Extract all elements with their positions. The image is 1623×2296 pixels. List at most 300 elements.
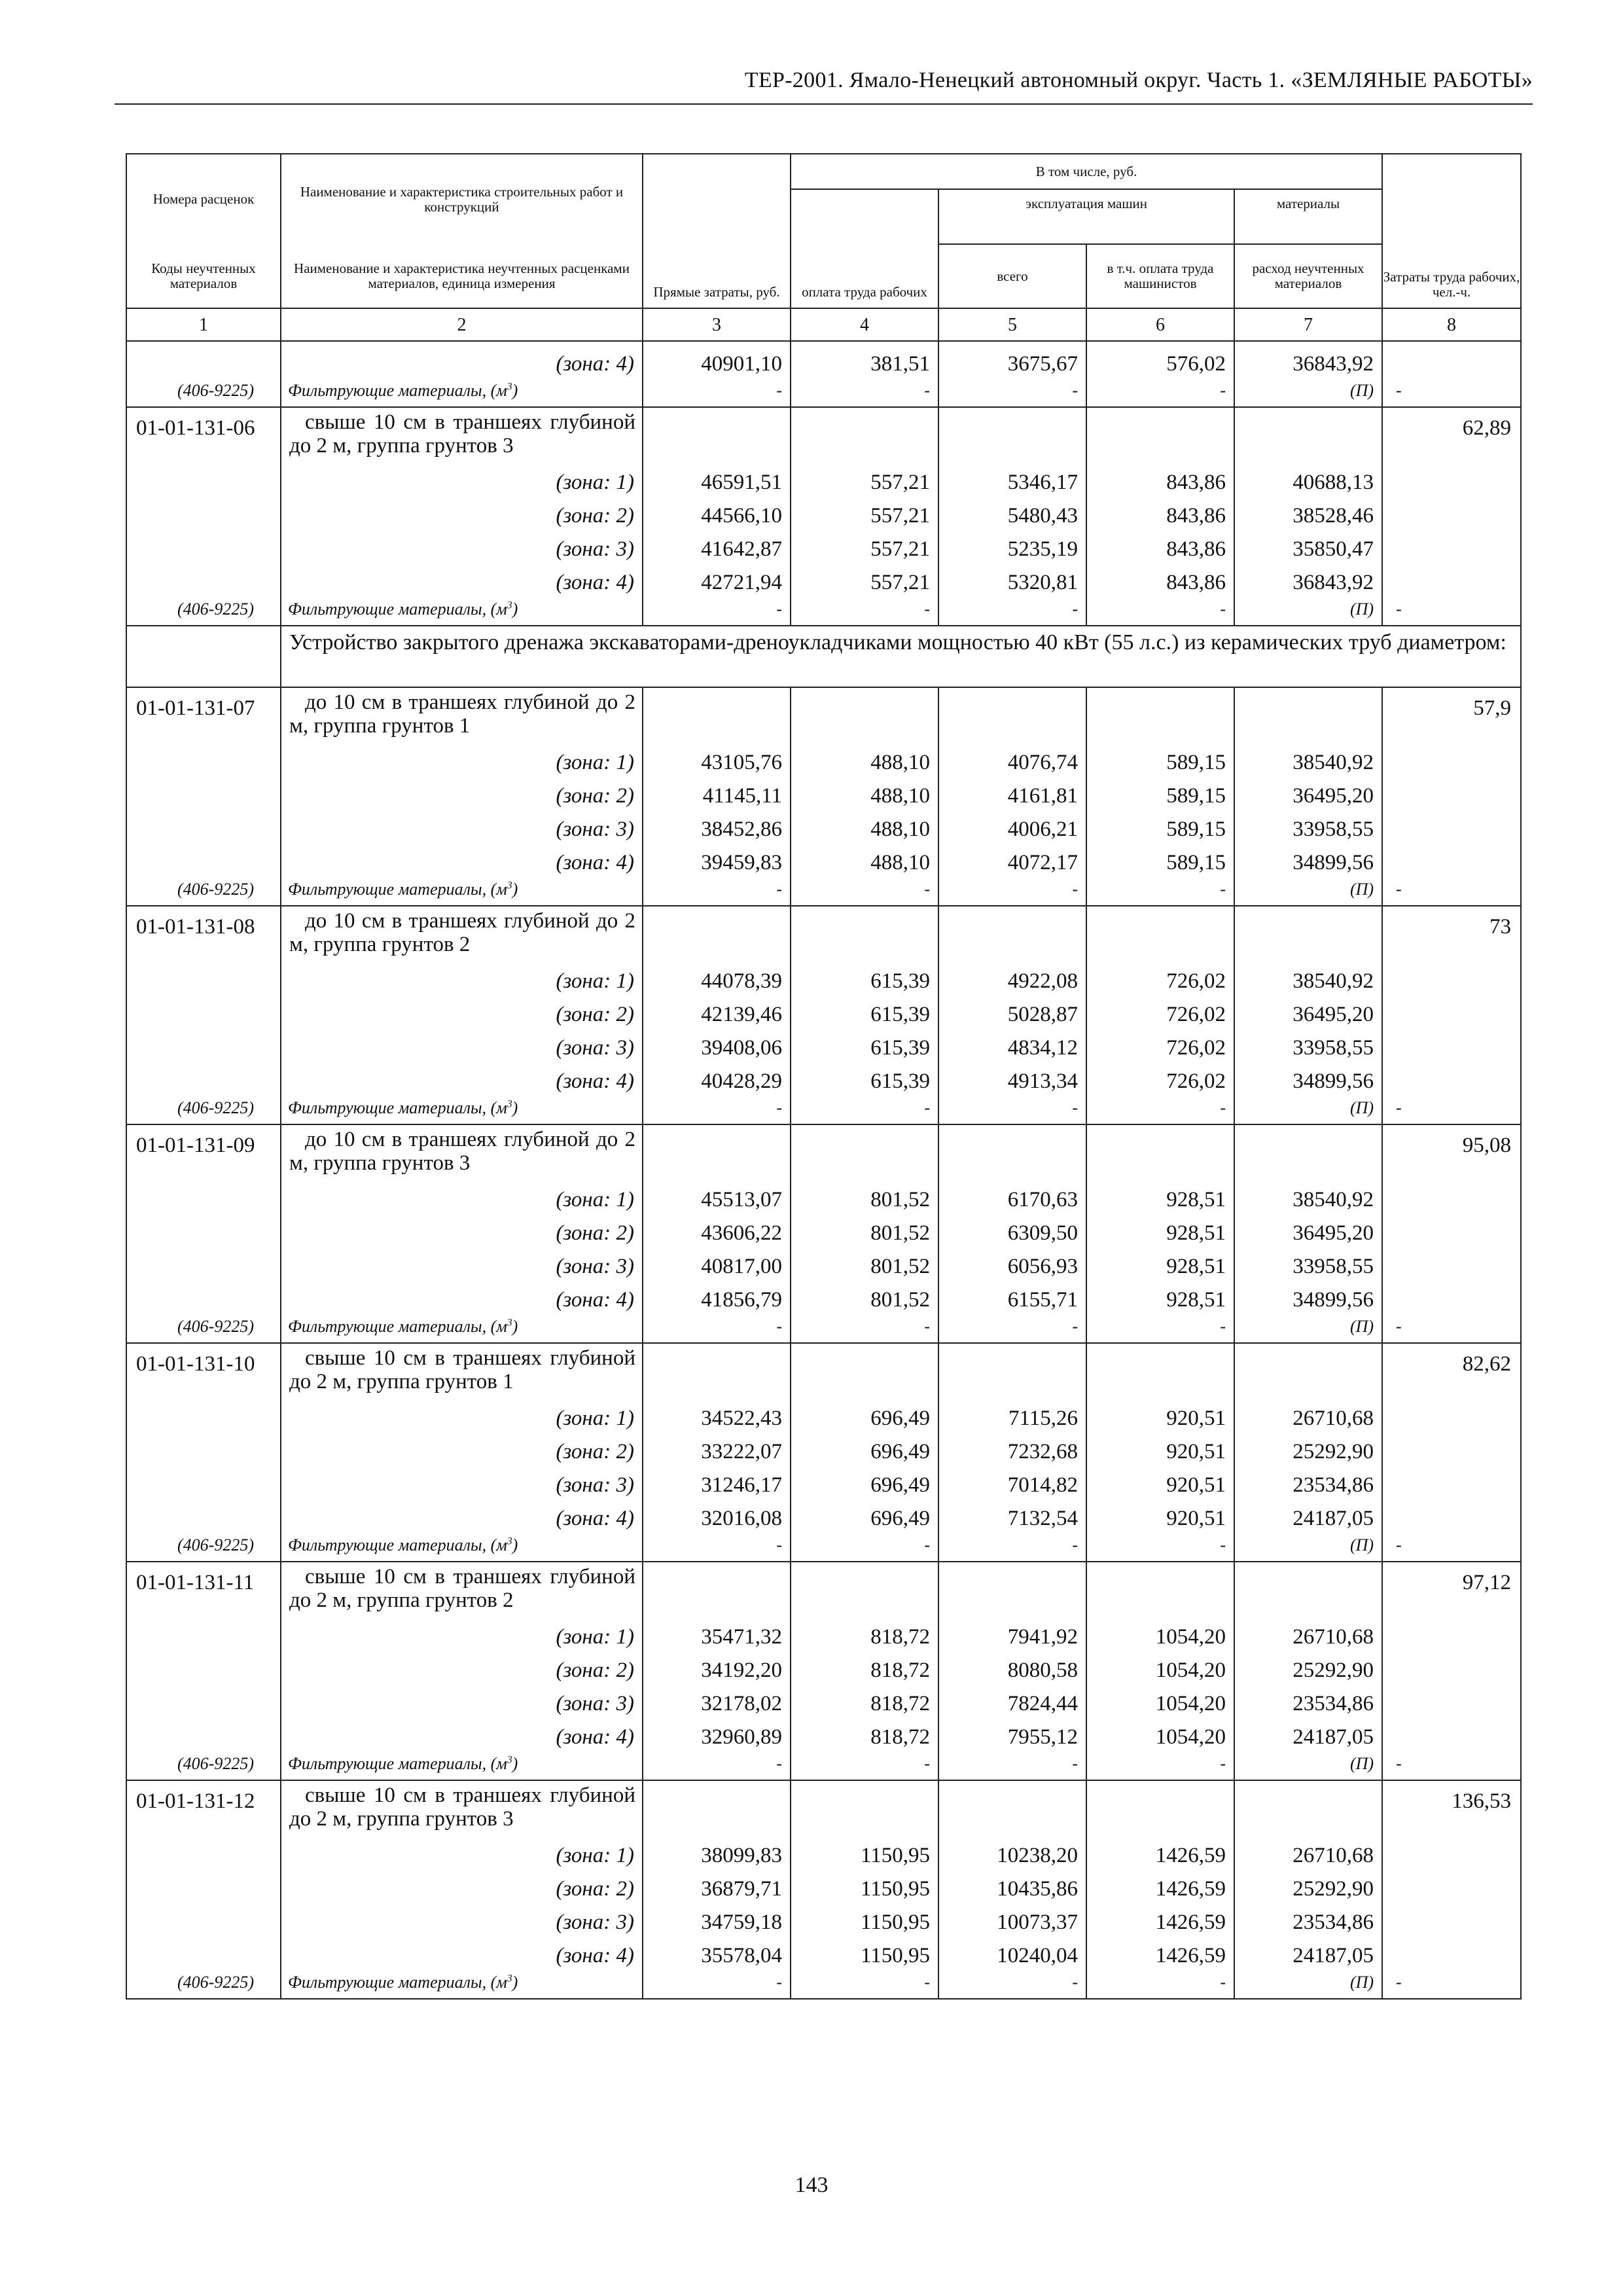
dash-cell: - [938, 1311, 1086, 1343]
header-rate-numbers: Номера расценок [126, 154, 281, 244]
material-code: (406-9225) [126, 1530, 281, 1562]
machinist-wages-value: 1426,59 [1086, 1867, 1234, 1900]
zone-label: (зона: 3) [281, 527, 643, 560]
rate-title-row [126, 407, 1521, 460]
zone-label: (зона: 4) [281, 1059, 643, 1092]
column-number: 4 [791, 308, 938, 341]
zone-label: (зона: 4) [281, 341, 643, 375]
header-direct-costs: Прямые затраты, руб. [643, 154, 791, 308]
materials-value: 23534,86 [1234, 1681, 1382, 1715]
machinist-wages-value: 920,51 [1086, 1429, 1234, 1463]
zone-label: (зона: 3) [281, 807, 643, 840]
materials-value: 38540,92 [1234, 959, 1382, 992]
rate-block [126, 906, 1521, 1124]
worker-wages-value: 557,21 [791, 460, 938, 493]
materials-value: 38528,46 [1234, 493, 1382, 527]
worker-wages-value: 1150,95 [791, 1867, 938, 1900]
zone-row [126, 959, 1521, 992]
machines-total-value: 4913,34 [938, 1059, 1086, 1092]
zone-label: (зона: 4) [281, 840, 643, 874]
zone-label: (зона: 4) [281, 1715, 643, 1748]
worker-wages-value: 557,21 [791, 560, 938, 594]
zone-label: (зона: 4) [281, 560, 643, 594]
machines-total-value: 4922,08 [938, 959, 1086, 992]
zone-row [126, 992, 1521, 1026]
machinist-wages-value: 1054,20 [1086, 1615, 1234, 1648]
column-number: 8 [1382, 308, 1521, 341]
direct-costs-value: 40817,00 [643, 1244, 791, 1278]
labor-value: 57,9 [1382, 687, 1521, 740]
direct-costs-value: 34759,18 [643, 1900, 791, 1933]
material-name: Фильтрующие материалы, $(м^3)$ [281, 1530, 643, 1562]
material-row [126, 1092, 1521, 1124]
rate-block [126, 1780, 1521, 1999]
dash-cell: - [791, 1967, 938, 1999]
machines-total-value: 4076,74 [938, 740, 1086, 774]
labor-value: 95,08 [1382, 1124, 1521, 1177]
dash-cell: - [938, 1530, 1086, 1562]
zone-row [126, 807, 1521, 840]
zone-label: (зона: 2) [281, 1648, 643, 1681]
dash-cell: - [938, 1092, 1086, 1124]
material-row [126, 1967, 1521, 1999]
material-row [126, 1311, 1521, 1343]
worker-wages-value: 615,39 [791, 992, 938, 1026]
materials-value: 25292,90 [1234, 1429, 1382, 1463]
dash-cell: - [791, 1530, 938, 1562]
dash-cell: - [1382, 1530, 1521, 1562]
machines-total-value: 6056,93 [938, 1244, 1086, 1278]
dash-cell: - [643, 1530, 791, 1562]
zone-row [126, 341, 1521, 375]
zone-label: (зона: 3) [281, 1681, 643, 1715]
machines-total-value: 4834,12 [938, 1026, 1086, 1059]
header-work-name: Наименование и характеристика строительных работ и конструкций [281, 154, 643, 244]
direct-costs-value: 38452,86 [643, 807, 791, 840]
rate-title-row [126, 687, 1521, 740]
zone-label: (зона: 2) [281, 493, 643, 527]
dash-cell: - [643, 1311, 791, 1343]
machinist-wages-value: 928,51 [1086, 1278, 1234, 1311]
machines-total-value: 4006,21 [938, 807, 1086, 840]
zone-row [126, 460, 1521, 493]
machinist-wages-value: 920,51 [1086, 1396, 1234, 1429]
machines-total-value: 10073,37 [938, 1900, 1086, 1933]
materials-value: 35850,47 [1234, 527, 1382, 560]
dash-cell: - [1086, 1530, 1234, 1562]
zone-label: (зона: 1) [281, 1396, 643, 1429]
materials-value: 26710,68 [1234, 1833, 1382, 1867]
zone-label: (зона: 3) [281, 1463, 643, 1496]
materials-value: 25292,90 [1234, 1867, 1382, 1900]
zone-row [126, 1933, 1521, 1967]
material-row [126, 1530, 1521, 1562]
dash-cell: - [791, 375, 938, 407]
rate-code: 01-01-131-08 [126, 906, 281, 959]
machines-total-value: 8080,58 [938, 1648, 1086, 1681]
zone-label: (зона: 2) [281, 1211, 643, 1244]
zone-label: (зона: 4) [281, 1933, 643, 1967]
dash-cell: - [938, 375, 1086, 407]
dash-cell: - [1382, 375, 1521, 407]
zone-label: (зона: 3) [281, 1026, 643, 1059]
machinist-wages-value: 843,86 [1086, 493, 1234, 527]
machines-total-value: 7955,12 [938, 1715, 1086, 1748]
rate-block [126, 687, 1521, 906]
zone-label: (зона: 1) [281, 1833, 643, 1867]
zone-label: (зона: 2) [281, 1867, 643, 1900]
dash-cell: - [791, 594, 938, 626]
direct-costs-value: 43606,22 [643, 1211, 791, 1244]
material-name: Фильтрующие материалы, $(м^3)$ [281, 874, 643, 906]
machines-total-value: 6309,50 [938, 1211, 1086, 1244]
direct-costs-value: 31246,17 [643, 1463, 791, 1496]
zone-label: (зона: 4) [281, 1278, 643, 1311]
zone-row [126, 1177, 1521, 1211]
machines-total-value: 4161,81 [938, 774, 1086, 807]
zone-row [126, 1211, 1521, 1244]
material-code: (406-9225) [126, 375, 281, 407]
machinist-wages-value: 928,51 [1086, 1211, 1234, 1244]
direct-costs-value: 42139,46 [643, 992, 791, 1026]
dash-cell: - [938, 874, 1086, 906]
header-material-codes: Коды неучтенных материалов [126, 244, 281, 308]
rate-block-continuation [126, 341, 1521, 407]
rate-code: 01-01-131-09 [126, 1124, 281, 1177]
zone-row [126, 740, 1521, 774]
materials-value: 36843,92 [1234, 560, 1382, 594]
direct-costs-value: 36879,71 [643, 1867, 791, 1900]
zone-label: (зона: 4) [281, 1496, 643, 1530]
worker-wages-value: 488,10 [791, 807, 938, 840]
direct-costs-value: 44566,10 [643, 493, 791, 527]
zone-row [126, 774, 1521, 807]
worker-wages-value: 615,39 [791, 1059, 938, 1092]
header-including-group: В том числе, руб. [791, 154, 1382, 189]
material-name: Фильтрующие материалы, $(м^3)$ [281, 594, 643, 626]
direct-costs-value: 35578,04 [643, 1933, 791, 1967]
zone-row [126, 1026, 1521, 1059]
header-worker-wages: оплата труда рабочих [791, 189, 938, 308]
zone-row [126, 1681, 1521, 1715]
zone-row [126, 1059, 1521, 1092]
rate-title: свыше 10 см в траншеях глубиной до 2 м, группа грунтов 3 [281, 407, 643, 460]
material-p-mark: (П) [1234, 375, 1382, 407]
worker-wages-value: 818,72 [791, 1615, 938, 1648]
column-number: 2 [281, 308, 643, 341]
machinist-wages-value: 589,15 [1086, 774, 1234, 807]
direct-costs-value: 32178,02 [643, 1681, 791, 1715]
worker-wages-value: 1150,95 [791, 1900, 938, 1933]
machinist-wages-value: 920,51 [1086, 1496, 1234, 1530]
rate-title-row [126, 906, 1521, 959]
zone-row [126, 1900, 1521, 1933]
materials-value: 26710,68 [1234, 1615, 1382, 1648]
materials-value: 25292,90 [1234, 1648, 1382, 1681]
header-rule [115, 103, 1533, 105]
dash-cell: - [1086, 1092, 1234, 1124]
zone-label: (зона: 2) [281, 1429, 643, 1463]
dash-cell: - [1086, 1311, 1234, 1343]
direct-costs-value: 46591,51 [643, 460, 791, 493]
machines-total-value: 10238,20 [938, 1833, 1086, 1867]
materials-value: 36843,92 [1234, 341, 1382, 375]
worker-wages-value: 488,10 [791, 740, 938, 774]
dash-cell: - [1086, 1748, 1234, 1780]
material-name: Фильтрующие материалы, $(м^3)$ [281, 1092, 643, 1124]
direct-costs-value: 41642,87 [643, 527, 791, 560]
zone-row [126, 560, 1521, 594]
material-p-mark: (П) [1234, 1748, 1382, 1780]
labor-value: 73 [1382, 906, 1521, 959]
column-number: 7 [1234, 308, 1382, 341]
machines-total-value: 5028,87 [938, 992, 1086, 1026]
material-code: (406-9225) [126, 874, 281, 906]
zone-label: (зона: 3) [281, 1244, 643, 1278]
dash-cell: - [1086, 375, 1234, 407]
zone-row [126, 1278, 1521, 1311]
zone-label: (зона: 2) [281, 774, 643, 807]
zone-row [126, 1615, 1521, 1648]
dash-cell: - [1382, 1311, 1521, 1343]
zone-label: (зона: 1) [281, 1615, 643, 1648]
material-name: Фильтрующие материалы, $(м^3)$ [281, 375, 643, 407]
materials-value: 33958,55 [1234, 807, 1382, 840]
machinist-wages-value: 589,15 [1086, 840, 1234, 874]
material-name: Фильтрующие материалы, $(м^3)$ [281, 1967, 643, 1999]
machinist-wages-value: 1054,20 [1086, 1681, 1234, 1715]
direct-costs-value: 40428,29 [643, 1059, 791, 1092]
materials-value: 34899,56 [1234, 1059, 1382, 1092]
dash-cell: - [643, 1748, 791, 1780]
materials-value: 34899,56 [1234, 840, 1382, 874]
machines-total-value: 10240,04 [938, 1933, 1086, 1967]
worker-wages-value: 818,72 [791, 1715, 938, 1748]
material-p-mark: (П) [1234, 594, 1382, 626]
header-machines-group: эксплуатация машин [938, 189, 1234, 244]
material-code: (406-9225) [126, 1748, 281, 1780]
column-number: 3 [643, 308, 791, 341]
machinist-wages-value: 928,51 [1086, 1244, 1234, 1278]
materials-value: 23534,86 [1234, 1900, 1382, 1933]
machines-total-value: 5480,43 [938, 493, 1086, 527]
worker-wages-value: 696,49 [791, 1496, 938, 1530]
column-number: 6 [1086, 308, 1234, 341]
machinist-wages-value: 1426,59 [1086, 1833, 1234, 1867]
direct-costs-value: 32016,08 [643, 1496, 791, 1530]
rate-code: 01-01-131-06 [126, 407, 281, 460]
materials-value: 36495,20 [1234, 1211, 1382, 1244]
rate-title: свыше 10 см в траншеях глубиной до 2 м, группа грунтов 1 [281, 1343, 643, 1396]
materials-value: 40688,13 [1234, 460, 1382, 493]
dash-cell: - [791, 1092, 938, 1124]
direct-costs-value: 35471,32 [643, 1615, 791, 1648]
machinist-wages-value: 1054,20 [1086, 1715, 1234, 1748]
section-heading-block [126, 626, 1521, 687]
labor-value: 136,53 [1382, 1780, 1521, 1833]
running-title: ТЕР-2001. Ямало-Ненецкий автономный округ. Часть 1. «ЗЕМЛЯНЫЕ РАБОТЫ» [744, 68, 1533, 92]
direct-costs-value: 39459,83 [643, 840, 791, 874]
machinist-wages-value: 1426,59 [1086, 1933, 1234, 1967]
zone-row [126, 1496, 1521, 1530]
direct-costs-value: 41145,11 [643, 774, 791, 807]
labor-value: 97,12 [1382, 1562, 1521, 1615]
column-number: 5 [938, 308, 1086, 341]
material-code: (406-9225) [126, 594, 281, 626]
direct-costs-value: 40901,10 [643, 341, 791, 375]
zone-row [126, 1867, 1521, 1900]
zone-row [126, 493, 1521, 527]
zone-row [126, 1648, 1521, 1681]
rate-title: свыше 10 см в траншеях глубиной до 2 м, группа грунтов 3 [281, 1780, 643, 1833]
rate-code: 01-01-131-07 [126, 687, 281, 740]
zone-row [126, 840, 1521, 874]
direct-costs-value: 44078,39 [643, 959, 791, 992]
direct-costs-value: 32960,89 [643, 1715, 791, 1748]
machines-total-value: 5235,19 [938, 527, 1086, 560]
machinist-wages-value: 576,02 [1086, 341, 1234, 375]
zone-label: (зона: 3) [281, 1900, 643, 1933]
machinist-wages-value: 843,86 [1086, 460, 1234, 493]
material-p-mark: (П) [1234, 1311, 1382, 1343]
worker-wages-value: 801,52 [791, 1211, 938, 1244]
dash-cell: - [1086, 594, 1234, 626]
materials-value: 36495,20 [1234, 992, 1382, 1026]
rate-code: 01-01-131-11 [126, 1562, 281, 1615]
worker-wages-value: 801,52 [791, 1278, 938, 1311]
dash-cell: - [643, 1967, 791, 1999]
section-title: Устройство закрытого дренажа экскаваторами-дреноукладчиками мощностью 40 кВт (55 л.с.) из керамических труб диаметром: [281, 626, 1521, 687]
rate-title-row [126, 1343, 1521, 1396]
machines-total-value: 7232,68 [938, 1429, 1086, 1463]
direct-costs-value: 42721,94 [643, 560, 791, 594]
rate-code: 01-01-131-10 [126, 1343, 281, 1396]
material-p-mark: (П) [1234, 1530, 1382, 1562]
material-name: Фильтрующие материалы, $(м^3)$ [281, 1311, 643, 1343]
dash-cell: - [938, 594, 1086, 626]
column-number: 1 [126, 308, 281, 341]
dash-cell: - [1382, 594, 1521, 626]
machinist-wages-value: 1054,20 [1086, 1648, 1234, 1681]
dash-cell: - [938, 1967, 1086, 1999]
material-p-mark: (П) [1234, 1092, 1382, 1124]
dash-cell: - [1086, 874, 1234, 906]
header-material-consumption: расход неучтенных материалов [1234, 244, 1382, 308]
material-row [126, 1748, 1521, 1780]
rate-title: свыше 10 см в траншеях глубиной до 2 м, группа грунтов 2 [281, 1562, 643, 1615]
machinist-wages-value: 920,51 [1086, 1463, 1234, 1496]
dash-cell: - [791, 1748, 938, 1780]
machines-total-value: 7132,54 [938, 1496, 1086, 1530]
zone-row [126, 1463, 1521, 1496]
worker-wages-value: 381,51 [791, 341, 938, 375]
labor-value: 82,62 [1382, 1343, 1521, 1396]
rate-block [126, 407, 1521, 626]
worker-wages-value: 696,49 [791, 1463, 938, 1496]
material-row [126, 375, 1521, 407]
rate-title-row [126, 1124, 1521, 1177]
machinist-wages-value: 589,15 [1086, 807, 1234, 840]
worker-wages-value: 488,10 [791, 840, 938, 874]
machines-total-value: 10435,86 [938, 1867, 1086, 1900]
direct-costs-value: 33222,07 [643, 1429, 791, 1463]
machinist-wages-value: 726,02 [1086, 1026, 1234, 1059]
dash-cell: - [1382, 874, 1521, 906]
dash-cell: - [643, 594, 791, 626]
rates-table [126, 153, 1522, 2000]
rate-block [126, 1562, 1521, 1780]
direct-costs-value: 45513,07 [643, 1177, 791, 1211]
worker-wages-value: 615,39 [791, 1026, 938, 1059]
material-code: (406-9225) [126, 1092, 281, 1124]
labor-value: 62,89 [1382, 407, 1521, 460]
machines-total-value: 4072,17 [938, 840, 1086, 874]
material-p-mark: (П) [1234, 874, 1382, 906]
zone-row [126, 527, 1521, 560]
worker-wages-value: 1150,95 [791, 1933, 938, 1967]
machines-total-value: 6170,63 [938, 1177, 1086, 1211]
material-code: (406-9225) [126, 1311, 281, 1343]
dash-cell: - [1382, 1748, 1521, 1780]
worker-wages-value: 696,49 [791, 1396, 938, 1429]
machines-total-value: 7014,82 [938, 1463, 1086, 1496]
machinist-wages-value: 726,02 [1086, 1059, 1234, 1092]
direct-costs-value: 41856,79 [643, 1278, 791, 1311]
dash-cell: - [1382, 1092, 1521, 1124]
material-row [126, 594, 1521, 626]
header-materials-group: материалы [1234, 189, 1382, 244]
direct-costs-value: 39408,06 [643, 1026, 791, 1059]
zone-row [126, 1715, 1521, 1748]
material-name: Фильтрующие материалы, $(м^3)$ [281, 1748, 643, 1780]
zone-row [126, 1429, 1521, 1463]
table-header [126, 154, 1521, 341]
zone-label: (зона: 2) [281, 992, 643, 1026]
materials-value: 36495,20 [1234, 774, 1382, 807]
machines-total-value: 7941,92 [938, 1615, 1086, 1648]
direct-costs-value: 34522,43 [643, 1396, 791, 1429]
machinist-wages-value: 726,02 [1086, 959, 1234, 992]
direct-costs-value: 43105,76 [643, 740, 791, 774]
rate-title-row [126, 1562, 1521, 1615]
rate-block [126, 1124, 1521, 1343]
header-machinist-wages: в т.ч. оплата труда машинистов [1086, 244, 1234, 308]
rate-title: до 10 см в траншеях глубиной до 2 м, группа грунтов 2 [281, 906, 643, 959]
materials-value: 26710,68 [1234, 1396, 1382, 1429]
material-code: (406-9225) [126, 1967, 281, 1999]
zone-label: (зона: 1) [281, 740, 643, 774]
dash-cell: - [643, 1092, 791, 1124]
materials-value: 24187,05 [1234, 1933, 1382, 1967]
zone-row [126, 1244, 1521, 1278]
materials-value: 33958,55 [1234, 1244, 1382, 1278]
dash-cell: - [1086, 1967, 1234, 1999]
header-material-name: Наименование и характеристика неучтенных расценками материалов, единица измерения [281, 244, 643, 308]
zone-row [126, 1833, 1521, 1867]
materials-value: 38540,92 [1234, 740, 1382, 774]
zone-label: (зона: 1) [281, 460, 643, 493]
machinist-wages-value: 843,86 [1086, 527, 1234, 560]
machines-total-value: 5320,81 [938, 560, 1086, 594]
page-number: 143 [794, 2173, 829, 2197]
dash-cell: - [791, 874, 938, 906]
rate-title: до 10 см в траншеях глубиной до 2 м, группа грунтов 1 [281, 687, 643, 740]
rate-title: до 10 см в траншеях глубиной до 2 м, группа грунтов 3 [281, 1124, 643, 1177]
worker-wages-value: 615,39 [791, 959, 938, 992]
machinist-wages-value: 928,51 [1086, 1177, 1234, 1211]
worker-wages-value: 818,72 [791, 1681, 938, 1715]
worker-wages-value: 801,52 [791, 1244, 938, 1278]
